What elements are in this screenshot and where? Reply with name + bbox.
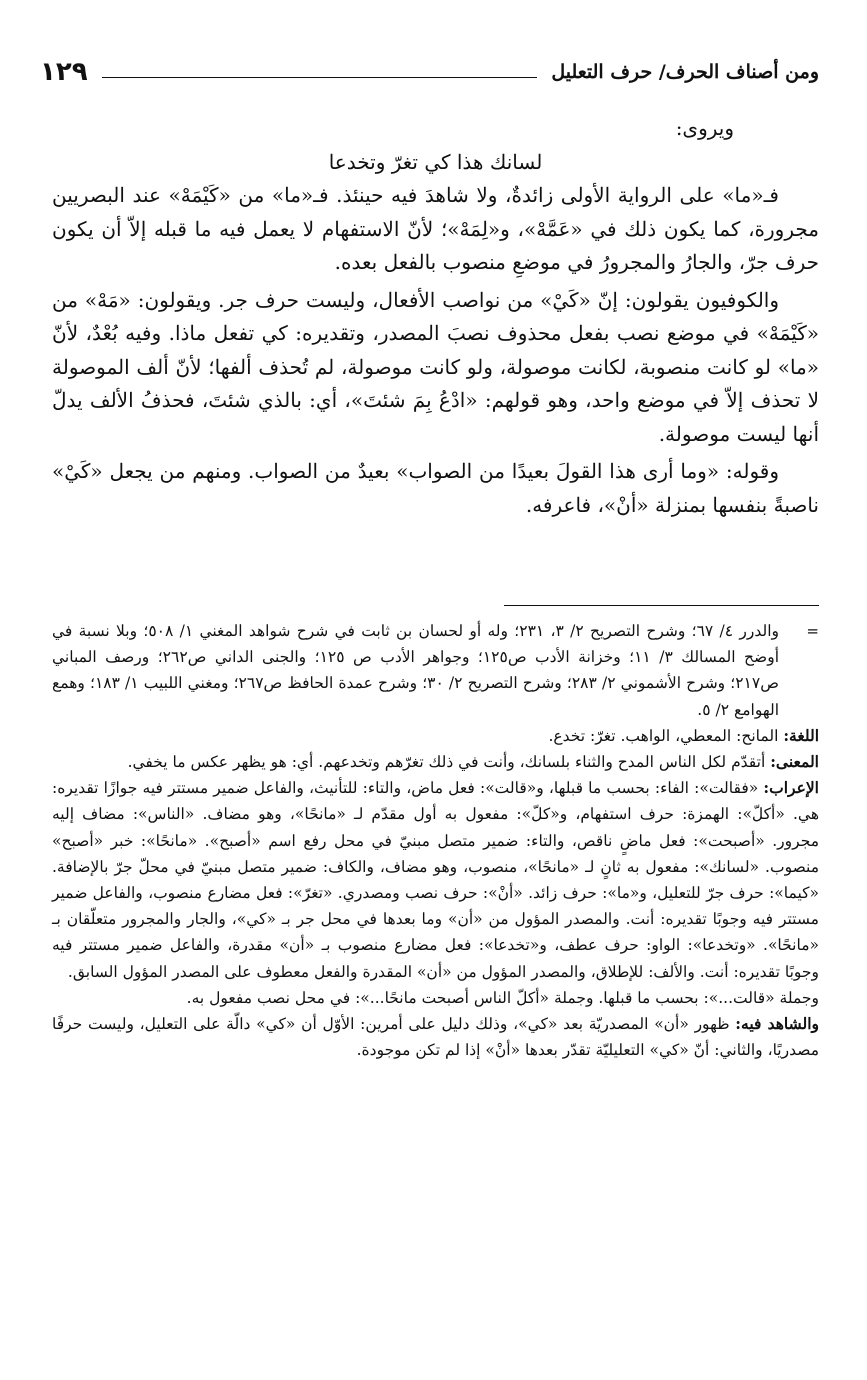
lugha-label: اللغة: — [783, 725, 819, 745]
sources-text: والدرر ٤/ ٦٧؛ وشرح التصريح ٢/ ٣، ٢٣١؛ وله أو لحسان بن ثابت في شرح شواهد المغني ١/ ٥٠٨؛ وبلا نسبة في أوضح المسالك ٣/ ١١؛ وخزانة الأدب ص١٢٥؛ وجواهر الأدب ص ١٢٥؛ والجنى الداني ص٢٦٢؛ ورصف المباني ص٢١٧؛ وشرح الأشموني ٢/ ٢٨٣؛ وشرح التصريح ٢/ ٣٠؛ وشرح عمدة الحافظ ص٢٦٧؛ ومغني اللبيب ١/ ١٨٣؛ وهمع الهوامع ٢/ ٥. — [52, 622, 780, 719]
lugha-text: المانح: المعطي، الواهب. تغرّ: تخدع. — [548, 726, 779, 745]
irab-text: «فقالت»: الفاء: بحسب ما قبلها، و«قالت»: فعل ماض، والتاء: للتأنيث، والفاعل ضمير مستتر فيه جوازًا تقديره: هي. «أكلّ»: الهمزة: حرف استفهام، و«كلّ»: مفعول به أول مقدّم لـ «مانحًا»، وهو مضاف. «الناس»: مضاف إليه مجرور. «أصبحت»: فعل ماضٍ ناقص، والتاء: ضمير متصل مبنيّ في محل رفع اسم «أصبح». «مانحًا»: خبر «أصبح» منصوب. «لسانك»: مفعول به ثانٍ لـ «مانحًا»، منصوب، وهو مضاف، والكاف: ضمير متصل مبنيّ في محلّ جرّ بالإضافة. «كيما»: حرف جرّ للتعليل، و«ما»: حرف زائد. «أنْ»: حرف نصب ومصدري. «تغرّ»: فعل مضارع منصوب، والفاعل ضمير مستتر فيه وجوبًا تقديره: أنت. والمصدر المؤول من «أن» وما بعدها في محل جر بـ «كي»، والجار والمجرور متعلّقان بـ «مانحًا». «وتخدعا»: الواو: حرف عطف، و«تخدعا»: فعل مضارع منصوب بـ «أن» مقدرة، والفاعل ضمير مستتر فيه وجوبًا تقديره: أنت. والألف: للإطلاق، والمصدر المؤول من «أن» المقدرة والفعل معطوف على المصدر المؤول السابق. — [52, 779, 819, 981]
footnote-separator — [504, 605, 819, 606]
poetry-verse: لسانك هذا كي تغرّ وتخدعا — [328, 149, 543, 174]
header-rule — [102, 77, 538, 78]
footnote-lugha — [52, 723, 819, 749]
footnote-maana — [52, 749, 819, 775]
footnotes — [52, 618, 819, 1063]
paragraph: فـ«ما» على الرواية الأولى زائدةٌ، ولا شاهدَ فيه حينئذ. فـ«ما» من «كَيْمَهْ» عند البصريين مجرورة، كما يكون ذلك في «عَمَّهْ»، و«لِمَهْ»؛ لأنّ الاستفهام لا يعمل فيه ما قبله إلاّ أن يكون حرف جرّ، والجارُ والمجرورُ في موضعِ منصوب بالفعل بعده. — [52, 183, 819, 274]
page-number: ١٢٩ — [40, 57, 88, 87]
maana-text: أتقدّم لكل الناس المدح والثناء بلسانك، وأنت في ذلك تغرّهم وتخدعهم. أي: هو يظهر عكس ما يخفي. — [127, 753, 766, 772]
footnote-irab — [52, 775, 819, 985]
running-header — [40, 52, 819, 92]
irab-label: الإعراب: — [763, 778, 819, 798]
footnote-sources — [52, 618, 819, 723]
maana-label: المعنى: — [770, 752, 819, 772]
shahid-label: والشاهد فيه: — [735, 1014, 819, 1034]
footnote-jumla: وجملة «قالت...»: بحسب ما قبلها. وجملة «أكلّ الناس أصبحت مانحًا...»: في محل نصب مفعول به. — [186, 988, 819, 1007]
paragraph: وقوله: «وما أرى هذا القولَ بعيدًا من الصواب» بعيدٌ من الصواب. ومنهم من يجعل «كَيْ» ناصبةً بنفسها بمنزلة «أنْ»، فاعرفه. — [52, 459, 819, 517]
paragraph: والكوفيون يقولون: إنّ «كَيْ» من نواصب الأفعال، وليست حرف جر. ويقولون: «مَهْ» من «كَيْمَهْ» في موضع نصب بفعل محذوف نصبَ المصدر، وتقديره: كي تفعل ماذا. وفيه بُعْدٌ، لأنّ «ما» لو كانت منصوبة، لكانت موصولة، ولو كانت موصولة، لم تُحذف ألفها؛ لأنّ ألف الموصولة لا تحذف إلاّ في موضع واحد، وهو قولهم: «ادْعُ بِمَ شئتَ»، أي: بالذي شئتَ، فحذفُ الألف يدلّ أنها ليست موصولة. — [52, 287, 819, 446]
continuation-mark: = — [806, 622, 819, 640]
verse-intro: ويروى: — [675, 116, 734, 140]
chapter-title: ومن أصناف الحرف/ حرف التعليل — [551, 61, 819, 83]
footnote-shahid — [52, 1011, 819, 1063]
shahid-text: ظهور «أن» المصدريّة بعد «كي»، وذلك دليل على أمرين: الأوّل أن «كي» دالّة على التعليل، وليست حرفًا مصدريًا، والثاني: أنّ «كي» التعليليّة تقدّر بعدها «أنْ» إذا لم تكن موجودة. — [52, 1015, 819, 1060]
main-text — [52, 112, 819, 522]
